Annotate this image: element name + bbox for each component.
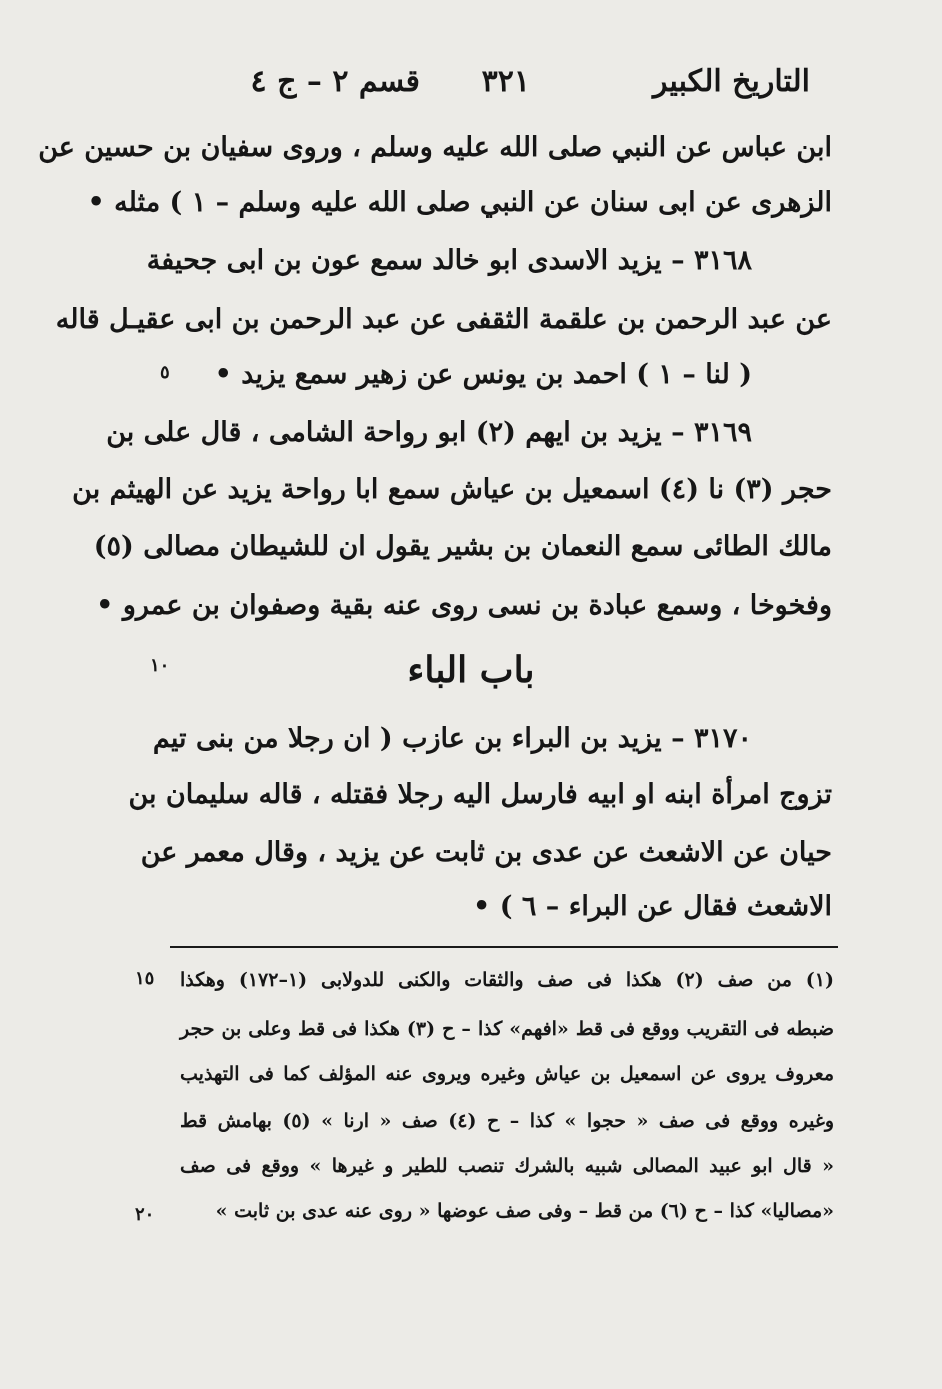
footnote-line: معروف يروى عن اسمعيل بن عياش وغيره ويروى عنه المؤلف كما فى التهذيب [180, 1063, 834, 1085]
footnote-line: «مصاليا» كذا – ح (٦) من قط – وفى صف عوضها « روى عنه عدى بن ثابت » [215, 1200, 834, 1222]
line-number-15: ١٥ [135, 968, 155, 989]
body-line: الزهرى عن ابى سنان عن النبي صلى الله عليه وسلم – ١ ) مثله • [87, 187, 832, 218]
body-line: وفخوخا ، وسمع عبادة بن نسى روى عنه بقية وصفوان بن عمرو • [96, 590, 832, 621]
line-number-10: ١٠ [150, 655, 170, 676]
body-line: ( لنا – ١ ) احمد بن يونس عن زهير سمع يزيد • [214, 359, 752, 390]
body-line: تزوج امرأة ابنه او ابيه فارسل اليه رجلا فقتله ، قاله سليمان بن [128, 779, 832, 810]
running-header [190, 64, 840, 114]
entry-3168: ٣١٦٨ – يزيد الاسدى ابو خالد سمع عون بن ابى جحيفة [146, 245, 752, 276]
book-title: التاريخ الكبير [652, 64, 810, 99]
footnote-line: « قال ابو عبيد المصالى شبيه بالشرك تنصب للطير و غيرها » ووقع فى صف [180, 1155, 834, 1177]
page-number: ٣٢١ [481, 64, 530, 99]
section-label: قسم ٢ – ج ٤ [250, 64, 420, 99]
line-number-20: ٢٠ [135, 1204, 155, 1225]
body-line: ابن عباس عن النبي صلى الله عليه وسلم ، وروى سفيان بن حسين عن [38, 132, 832, 163]
body-line: حيان عن الاشعث عن عدى بن ثابت عن يزيد ، وقال معمر عن [140, 837, 832, 868]
footnote-divider [170, 946, 838, 948]
footnote-line: وغيره ووقع فى صف « حجوا » كذا – ح (٤) صف « ارنا » (٥) بهامش قط [180, 1110, 835, 1132]
footnote-line: ضبطه فى التقريب ووقع فى قط «افهم» كذا – ح (٣) هكذا فى قط وعلى بن حجر [180, 1018, 834, 1040]
chapter-heading: باب الباء [407, 649, 535, 691]
body-line: مالك الطائى سمع النعمان بن بشير يقول ان للشيطان مصالى (٥) [93, 531, 832, 562]
entry-3169: ٣١٦٩ – يزيد بن ايهم (٢) ابو رواحة الشامى ، قال على بن [106, 417, 752, 448]
body-line: عن عبد الرحمن بن علقمة الثقفى عن عبد الرحمن بن ابى عقيـل قاله [55, 304, 832, 335]
body-line: الاشعث فقال عن البراء – ٦ ) • [473, 891, 832, 922]
body-line: حجر (٣) نا (٤) اسمعيل بن عياش سمع ابا رواحة يزيد عن الهيثم بن [72, 474, 832, 505]
footnote-line: (١) من صف (٢) هكذا فى صف والثقات والكنى للدولابى (١–١٧٢) وهكذا [180, 969, 835, 991]
line-number-5: ٥ [160, 362, 170, 383]
entry-3170: ٣١٧٠ – يزيد بن البراء بن عازب ( ان رجلا من بنى تيم [152, 723, 752, 754]
